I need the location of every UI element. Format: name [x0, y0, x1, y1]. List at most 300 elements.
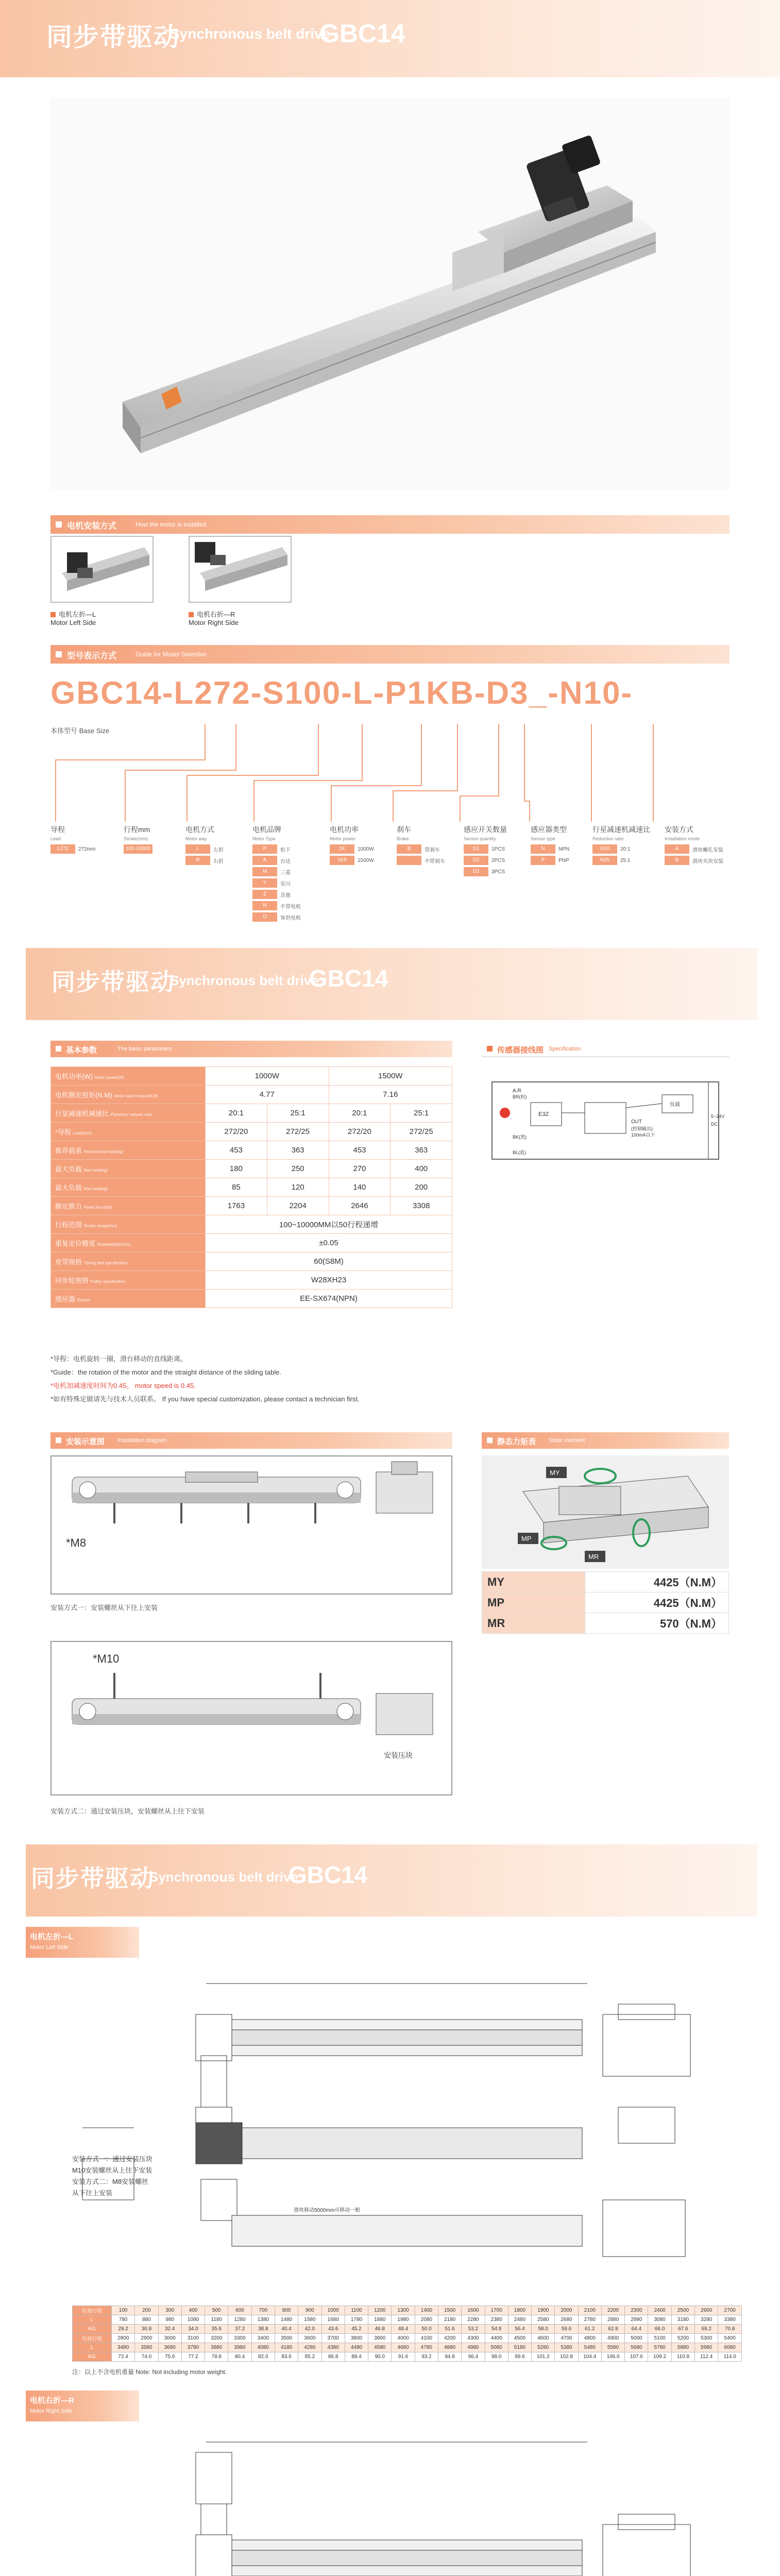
option-col-motor-type — [252, 824, 301, 924]
hero-model: GBC14 — [319, 19, 405, 48]
spec-label-cn: *导程 — [55, 1128, 72, 1136]
option-row — [50, 844, 95, 854]
spec-label — [51, 1215, 206, 1234]
dim-cell: 2500 — [671, 2306, 694, 2315]
spec-label-cn: 电机额定扭矩(N.M) — [55, 1091, 112, 1099]
dim-cell: 800 — [275, 2306, 298, 2315]
option-row — [464, 856, 507, 865]
dim-cell: 4200 — [438, 2334, 461, 2343]
option-key: D3 — [464, 867, 488, 876]
dim-row-header: 有效行程 — [73, 2306, 112, 2315]
dim-cell: 1400 — [415, 2306, 438, 2315]
dim-cell: 5400 — [718, 2334, 742, 2343]
left-section-title-en: Motor Left Side — [30, 1944, 69, 1951]
dim-row — [73, 2306, 742, 2315]
wiring-label: 5~24V — [711, 1114, 725, 1119]
spec-row — [51, 1197, 452, 1215]
static-moment-diagram — [482, 1455, 729, 1569]
spec-label-en: Rated thrust(N) — [83, 1205, 112, 1210]
dim-cell: 1980 — [392, 2315, 415, 2325]
hero2-title-cn: 同步带驱动 — [52, 969, 175, 995]
moment-row — [482, 1592, 729, 1613]
wiring-label: E3Z — [538, 1111, 549, 1117]
dim-cell: 91.6 — [392, 2352, 415, 2362]
option-sub: Motor Type — [252, 836, 276, 841]
dim-cell: 1180 — [205, 2315, 228, 2325]
dim-cell: 5080 — [485, 2343, 508, 2352]
option-key: Y — [252, 878, 277, 888]
dim-cell: 2400 — [648, 2306, 671, 2315]
option-val: 272mm — [78, 846, 96, 852]
motor-mount-title-en: How the motor is installed — [135, 521, 207, 528]
dim-row — [73, 2315, 742, 2325]
spec-cell: 85 — [206, 1178, 267, 1197]
install-diagram-1 — [50, 1455, 452, 1595]
option-sub: Sensor quantity — [464, 836, 496, 841]
dim-cell: 106.0 — [601, 2352, 624, 2362]
spec-label-cn: 皮带规格 — [55, 1258, 82, 1266]
option-val: NPN — [558, 846, 570, 852]
hero-band-2 — [26, 948, 757, 1020]
option-sub: Reduction ratio — [592, 836, 624, 841]
dim-cell: 2900 — [135, 2334, 158, 2343]
dim-cell: 3400 — [251, 2334, 275, 2343]
dim-cell: 2880 — [601, 2315, 624, 2325]
spec-label-cn: 额定推力 — [55, 1202, 82, 1210]
option-key: B — [397, 844, 421, 854]
dim-cell: 85.2 — [298, 2352, 321, 2362]
dim-cell: 5680 — [625, 2343, 648, 2352]
spec-cell: 1500W — [329, 1067, 452, 1086]
dim-cell: 83.6 — [275, 2352, 298, 2362]
option-val: 25:1 — [620, 857, 631, 863]
dim-cell: 1100 — [345, 2306, 368, 2315]
dim-cell: 104.4 — [578, 2352, 601, 2362]
dim-row-header: KG — [73, 2325, 112, 2334]
spec-cell: 453 — [206, 1141, 267, 1160]
spec-row — [51, 1215, 452, 1234]
install-caption-1: 安装方式一：安装螺丝从下往上安装 — [50, 1604, 158, 1612]
dim-cell: 2780 — [578, 2315, 601, 2325]
option-col-brake — [397, 824, 445, 867]
moment-value: 4425（N.M） — [585, 1592, 729, 1613]
dim-cell: 98.0 — [485, 2352, 508, 2362]
dim-cell: 94.8 — [438, 2352, 461, 2362]
dim-cell: 96.4 — [462, 2352, 485, 2362]
dim-cell: 69.2 — [695, 2325, 718, 2334]
spec-label-cn: 感应器 — [55, 1295, 76, 1303]
bar-marker-icon — [56, 521, 62, 528]
spec-cell: 272/20 — [206, 1123, 267, 1141]
option-val: 1000W — [358, 846, 374, 852]
hero-title-cn: 同步带驱动 — [46, 23, 180, 52]
mount-line: 安装方式二：M8安装螺丝 — [72, 2178, 149, 2185]
option-val: 20:1 — [620, 846, 631, 852]
dim-cell: 107.6 — [625, 2352, 648, 2362]
option-col-motor-power — [330, 824, 374, 867]
option-sub: Motor way — [185, 836, 207, 841]
dim-cell: 1500 — [438, 2306, 461, 2315]
dim-cell: 53.2 — [462, 2325, 485, 2334]
option-title: 导程 — [50, 825, 65, 834]
dim-cell: 2000 — [555, 2306, 578, 2315]
option-sub: Brake — [397, 836, 409, 841]
dim-cell: 300 — [158, 2306, 181, 2315]
dim-cell: 880 — [135, 2315, 158, 2325]
dim-cell: 4880 — [438, 2343, 461, 2352]
option-row — [592, 844, 650, 854]
dim-cell: 200 — [135, 2306, 158, 2315]
spec-label-en: Pulley specification — [90, 1279, 126, 1284]
option-title: 感应开关数量 — [464, 825, 507, 834]
dim-cell: 109.2 — [648, 2352, 671, 2362]
left-section-title: 电机左折—L — [30, 1933, 74, 1941]
dim-cell: 4000 — [392, 2334, 415, 2343]
option-val: 不带电机 — [280, 904, 301, 910]
spec-row — [51, 1086, 452, 1104]
spec-label-en: Planetary reducer ratio — [110, 1112, 152, 1117]
spec-row — [51, 1271, 452, 1290]
dim-cell: 2580 — [532, 2315, 555, 2325]
left-dimension-table — [72, 2306, 742, 2362]
svg-text:MP: MP — [521, 1535, 532, 1543]
option-key: A — [252, 856, 277, 865]
dim-cell: 1280 — [228, 2315, 251, 2325]
wiring-label: BK(黑) — [513, 1134, 527, 1140]
option-row — [252, 901, 301, 910]
dim-row-header: L — [73, 2343, 112, 2352]
option-row — [252, 844, 301, 854]
option-row — [531, 856, 569, 865]
spec-cell: EE-SX674(NPN) — [206, 1290, 452, 1308]
hero-title-en: Synchronous belt drive — [170, 26, 331, 42]
dim-cell: 30.8 — [135, 2325, 158, 2334]
dim-cell: 3100 — [181, 2334, 205, 2343]
wiring-bar — [482, 1041, 729, 1057]
install-title-en: Installation diagram — [117, 1437, 167, 1444]
wiring-title-en: Specification — [549, 1046, 581, 1052]
spec-label-cn: 最大负载 — [55, 1165, 82, 1173]
dim-cell: 114.0 — [718, 2352, 742, 2362]
wiring-label: OUT — [631, 1119, 642, 1125]
dim-cell: 5300 — [695, 2334, 718, 2343]
stroke-note: 滑块移动5000mm可移动一根 — [294, 2208, 360, 2213]
dim-row — [73, 2343, 742, 2352]
moment-value: 570（N.M） — [585, 1613, 729, 1634]
dim-cell: 5380 — [555, 2343, 578, 2352]
spec-label-cn: 电机功率(W) — [55, 1073, 93, 1080]
dim-cell: 70.8 — [718, 2325, 742, 2334]
option-title: 安装方式 — [665, 825, 693, 834]
option-val: 客供电机 — [280, 915, 301, 921]
option-val: 不带刹车 — [425, 858, 445, 865]
basic-params-title-en: The basic parameters — [117, 1046, 173, 1052]
dim-cell: 62.8 — [601, 2325, 624, 2334]
dim-cell: 4280 — [298, 2343, 321, 2352]
dim-cell: 1700 — [485, 2306, 508, 2315]
dim-cell: 2300 — [625, 2306, 648, 2315]
dim-cell: 3300 — [228, 2334, 251, 2343]
spec-label — [51, 1178, 206, 1197]
dim-cell: 110.8 — [671, 2352, 694, 2362]
dim-cell: 5880 — [671, 2343, 694, 2352]
spec-cell: 200 — [391, 1178, 452, 1197]
spec-label-en: Sensor — [77, 1298, 90, 1302]
option-val: PNP — [558, 857, 569, 863]
wiring-label: 负载 — [670, 1102, 680, 1108]
dim-cell: 2600 — [695, 2306, 718, 2315]
option-sub: Motor power — [330, 836, 356, 841]
clamp-label: 安装压块 — [384, 1751, 413, 1759]
dim-cell: 80.4 — [228, 2352, 251, 2362]
model-guide-bar — [50, 645, 730, 664]
spec-cell: 4.77 — [206, 1086, 329, 1104]
dim-cell: 2800 — [112, 2334, 135, 2343]
dim-cell: 32.4 — [158, 2325, 181, 2334]
hero3-title-en: Synchronous belt drive — [149, 1869, 298, 1885]
install-screw-bottom-icon — [52, 1456, 451, 1594]
svg-text:MY: MY — [550, 1469, 560, 1477]
dim-cell: 4300 — [462, 2334, 485, 2343]
spec-cell: 270 — [329, 1160, 391, 1178]
option-key: M — [252, 867, 277, 876]
spec-cell: 100~10000MM以50行程递增 — [206, 1215, 452, 1234]
hero2-model: GBC14 — [309, 965, 388, 992]
dim-cell: 3880 — [205, 2343, 228, 2352]
install-title: 安装示意图 — [66, 1437, 105, 1446]
dim-cell: 3280 — [695, 2315, 718, 2325]
option-sub: Stroke(mm) — [124, 836, 148, 841]
motor-right-image — [189, 536, 292, 603]
dim-cell: 5180 — [508, 2343, 531, 2352]
spec-cell: 250 — [267, 1160, 329, 1178]
m8-label: *M8 — [66, 1536, 87, 1549]
spec-label-en: Lead(mm) — [73, 1131, 92, 1136]
dim-cell: 45.2 — [345, 2325, 368, 2334]
dim-cell: 43.6 — [321, 2325, 345, 2334]
dim-cell: 1000 — [321, 2306, 345, 2315]
product-photo — [50, 98, 730, 489]
spec-label-en: Recommend load(kg) — [83, 1149, 124, 1154]
option-val: 滑块螺孔安装 — [692, 847, 723, 853]
option-title: 行程mm — [124, 825, 150, 834]
dim-cell: 4700 — [555, 2334, 578, 2343]
option-key: N10 — [592, 844, 617, 854]
option-row — [252, 878, 301, 888]
dim-cell: 2200 — [601, 2306, 624, 2315]
dim-cell: 5780 — [648, 2343, 671, 2352]
dim-cell: 88.4 — [345, 2352, 368, 2362]
static-moment-title-en: Static moment — [549, 1437, 585, 1444]
params-notes — [50, 1352, 360, 1406]
spec-label-cn: 推荐载重 — [55, 1147, 82, 1155]
dim-cell: 2980 — [625, 2315, 648, 2325]
dim-cell: 64.4 — [625, 2325, 648, 2334]
wiring-label: (控制输出) — [631, 1126, 653, 1131]
install-clamp-icon — [52, 1642, 451, 1794]
dim-cell: 5480 — [578, 2343, 601, 2352]
option-row — [252, 912, 301, 922]
hero3-model: GBC14 — [289, 1861, 368, 1888]
spec-cell: 120 — [267, 1178, 329, 1197]
spec-label-cn: 最大负载 — [55, 1184, 82, 1192]
install-bar — [50, 1432, 452, 1449]
option-val: 右折 — [213, 858, 224, 865]
basic-params-table — [50, 1066, 452, 1308]
left-mount-text — [72, 2154, 152, 2199]
option-col-lead — [50, 824, 95, 856]
option-key: P — [252, 844, 277, 854]
option-row — [464, 844, 507, 854]
dim-cell: 78.8 — [205, 2352, 228, 2362]
dim-cell: 72.4 — [112, 2352, 135, 2362]
dim-cell: 4100 — [415, 2334, 438, 2343]
dim-cell: 2080 — [415, 2315, 438, 2325]
dim-cell: 3480 — [112, 2343, 135, 2352]
moment-value: 4425（N.M） — [585, 1572, 729, 1592]
spec-cell: 180 — [206, 1160, 267, 1178]
dim-cell: 77.2 — [181, 2352, 205, 2362]
dim-cell: 3600 — [298, 2334, 321, 2343]
dim-cell: 75.6 — [158, 2352, 181, 2362]
option-row — [592, 856, 650, 865]
bar-marker-icon — [487, 1437, 493, 1443]
dim-cell: 1480 — [275, 2315, 298, 2325]
basic-params-bar — [50, 1041, 452, 1057]
spec-cell: 20:1 — [206, 1104, 267, 1123]
option-val: 带刹车 — [425, 847, 440, 853]
option-key: 1K5 — [330, 856, 354, 865]
motor-left-icon — [52, 537, 152, 602]
basic-params-title: 基本参数 — [66, 1046, 97, 1055]
option-val: 左折 — [213, 847, 224, 853]
note-1: *导程：电机旋转一圈，滑台移动的直线距离。 — [50, 1355, 188, 1363]
dim-cell: 3180 — [671, 2315, 694, 2325]
bar-marker-icon — [56, 1437, 61, 1443]
svg-text:MR: MR — [588, 1553, 599, 1561]
wiring-label: DC — [711, 1122, 718, 1127]
option-col-stroke — [124, 824, 156, 856]
option-val: 1PCS — [491, 846, 505, 852]
option-key: Z — [252, 890, 277, 899]
dim-cell: 54.8 — [485, 2325, 508, 2334]
motor-mount-title: 电机安装方式 — [67, 522, 117, 531]
dim-cell: 50.0 — [415, 2325, 438, 2334]
spec-label-cn: 行星减速机减速比 — [55, 1110, 109, 1117]
spec-row — [51, 1104, 452, 1123]
option-title: 电机方式 — [185, 825, 214, 834]
spec-cell: 272/25 — [391, 1123, 452, 1141]
dim-cell: 1080 — [181, 2315, 205, 2325]
dim-cell: 4580 — [368, 2343, 392, 2352]
option-row — [185, 856, 224, 865]
option-sub: Installation mode — [665, 836, 700, 841]
dim-cell: 3380 — [718, 2315, 742, 2325]
dim-cell: 780 — [112, 2315, 135, 2325]
model-leader-lines — [50, 719, 730, 822]
motor-mount-bar — [50, 515, 730, 534]
spec-row — [51, 1252, 452, 1271]
right-section-title: 电机右折—R — [30, 2396, 74, 2405]
option-val: 1500W — [358, 857, 374, 863]
option-title: 电机品牌 — [252, 825, 281, 834]
spec-cell: 20:1 — [329, 1104, 391, 1123]
dim-cell: 4500 — [508, 2334, 531, 2343]
dim-cell: 102.8 — [555, 2352, 578, 2362]
mount-line: 安装方式一：通过安装压块 — [72, 2155, 153, 2163]
dim-cell: 500 — [205, 2306, 228, 2315]
dim-cell: 3500 — [275, 2334, 298, 2343]
wiring-label: 100mA以下 — [631, 1132, 655, 1138]
moment-axes-icon — [482, 1455, 729, 1569]
option-key: P — [531, 856, 555, 865]
static-moment-bar — [482, 1432, 729, 1449]
belt-actuator-illustration — [50, 98, 730, 489]
spec-cell: 140 — [329, 1178, 391, 1197]
motor-left-cn: 电机左折—L — [59, 611, 96, 618]
spec-cell: 25:1 — [267, 1104, 329, 1123]
spec-row — [51, 1141, 452, 1160]
note-3: *电机加减速度时间为0.45。 motor speed is 0.45. — [50, 1382, 196, 1389]
dim-cell: 93.2 — [415, 2352, 438, 2362]
moment-row — [482, 1613, 729, 1634]
option-row — [330, 856, 374, 865]
option-title: 感应器类型 — [531, 825, 567, 834]
motor-left-image — [50, 536, 154, 603]
motor-right-icon — [190, 537, 291, 602]
dim-cell: 3200 — [205, 2334, 228, 2343]
moment-row — [482, 1572, 729, 1592]
option-row — [464, 867, 507, 876]
hero2-title-en: Synchronous belt drive — [170, 973, 319, 988]
option-key: L — [185, 844, 210, 854]
dim-cell: 74.0 — [135, 2352, 158, 2362]
spec-label-en: Max load(kg) — [83, 1168, 108, 1173]
option-key: R — [185, 856, 210, 865]
option-val: 安川 — [280, 881, 291, 887]
dim-cell: 37.2 — [228, 2325, 251, 2334]
spec-label — [51, 1123, 206, 1141]
option-title: 刹车 — [397, 825, 411, 834]
option-row — [330, 844, 374, 854]
hero-band-top — [0, 0, 780, 77]
option-col-sensor-type — [531, 824, 569, 867]
option-key: D1 — [464, 844, 488, 854]
wiring-diagram — [482, 1066, 729, 1175]
dim-cell: 3080 — [648, 2315, 671, 2325]
left-side-drawing — [72, 1973, 742, 2293]
dim-cell: 5580 — [601, 2343, 624, 2352]
mount-line: M10安装螺丝从上往下安装 — [72, 2166, 152, 2174]
dim-cell: 900 — [298, 2306, 321, 2315]
dim-cell: 5200 — [671, 2334, 694, 2343]
dim-cell: 4980 — [462, 2343, 485, 2352]
dim-cell: 86.8 — [321, 2352, 345, 2362]
dim-cell: 101.2 — [532, 2352, 555, 2362]
dim-cell: 42.0 — [298, 2325, 321, 2334]
dim-row-header: KG — [73, 2352, 112, 2362]
wiring-label: BR(棕) — [513, 1094, 527, 1099]
option-key: L272 — [50, 844, 75, 854]
option-val: 其他 — [280, 892, 291, 899]
dim-cell: 48.4 — [392, 2325, 415, 2334]
spec-cell: 2204 — [267, 1197, 329, 1215]
dim-cell: 2480 — [508, 2315, 531, 2325]
dim-cell: 4180 — [275, 2343, 298, 2352]
spec-label — [51, 1197, 206, 1215]
option-key: O — [252, 912, 277, 922]
dim-cell: 61.2 — [578, 2325, 601, 2334]
